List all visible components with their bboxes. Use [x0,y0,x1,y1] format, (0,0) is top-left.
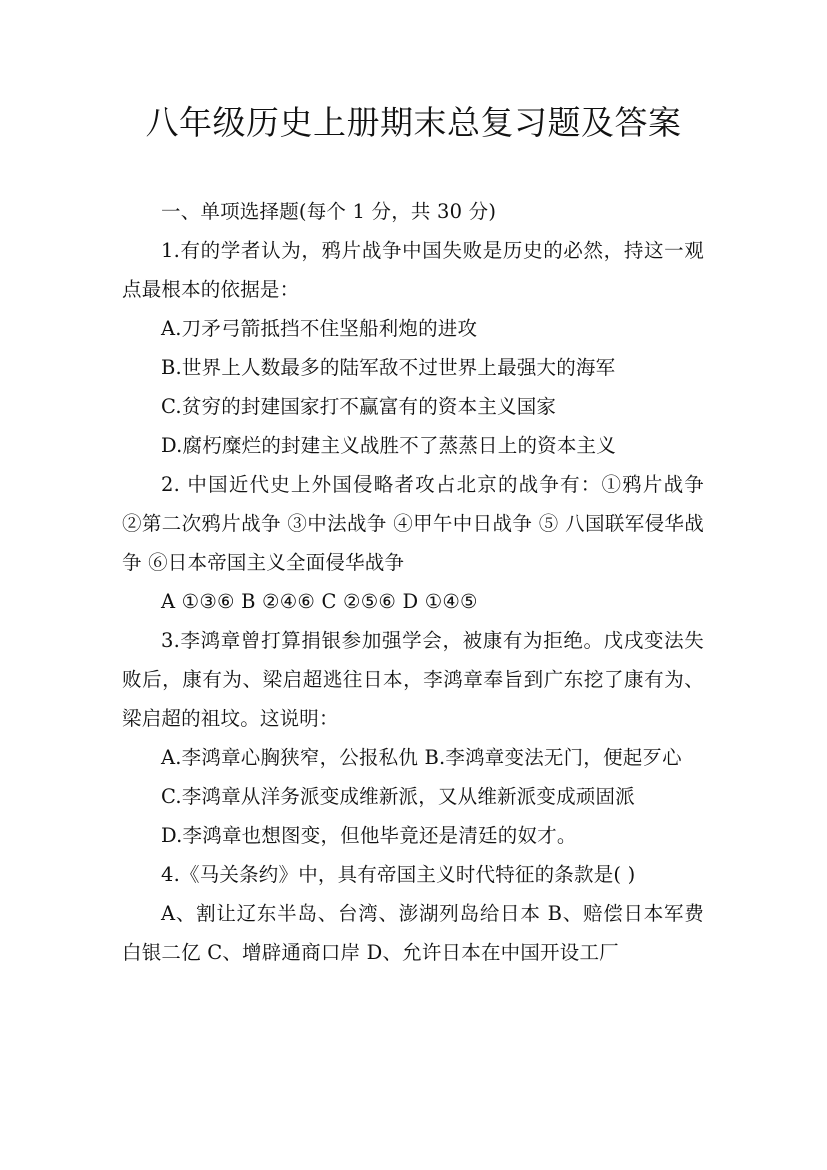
question-1-option-a: A.刀矛弓箭抵挡不住坚船利炮的进攻 [161,317,478,340]
question-2: 2. 中国近代史上外国侵略者攻占北京的战争有：①鸦片战争 ②第二次鸦片战争 ③中法战争 ④甲午中日战争 ⑤ 八国联军侵华战争 ⑥日本帝国主义全面侵华战争 [122,473,704,574]
question-3-option-d: D.李鸿章也想图变，但他毕竟还是清廷的奴才。 [161,824,577,847]
question-1-option-c: C.贫穷的封建国家打不赢富有的资本主义国家 [161,395,557,418]
question-1-option-b: B.世界上人数最多的陆军敌不过世界上最强大的海军 [161,356,616,379]
question-4: 4.《马关条约》中，具有帝国主义时代特征的条款是( ) [161,863,636,886]
section-heading: 一、单项选择题(每个 1 分，共 30 分) [161,200,497,223]
document-title: 八年级历史上册期末总复习题及答案 [145,103,682,142]
question-1: 1.有的学者认为，鸦片战争中国失败是历史的必然，持这一观点最根本的依据是： [122,239,704,301]
question-3-option-c: C.李鸿章从洋务派变成维新派，又从维新派变成顽固派 [161,785,635,808]
question-3-options-ab: A.李鸿章心胸狭窄，公报私仇 B.李鸿章变法无门，便起歹心 [161,746,682,769]
question-1-option-d: D.腐朽糜烂的封建主义战胜不了蒸蒸日上的资本主义 [161,434,616,457]
document-body [122,192,704,972]
question-2-options: A ①③⑥ B ②④⑥ C ②⑤⑥ D ①④⑤ [161,590,478,613]
question-4-options: A、割让辽东半岛、台湾、澎湖列岛给日本 B、赔偿日本军费白银二亿 C、增辟通商口岸 D、允许日本在中国开设工厂 [122,902,704,964]
question-3: 3.李鸿章曾打算捐银参加强学会，被康有为拒绝。戊戌变法失败后，康有为、梁启超逃往日本，李鸿章奉旨到广东挖了康有为、梁启超的祖坟。这说明： [122,629,704,730]
